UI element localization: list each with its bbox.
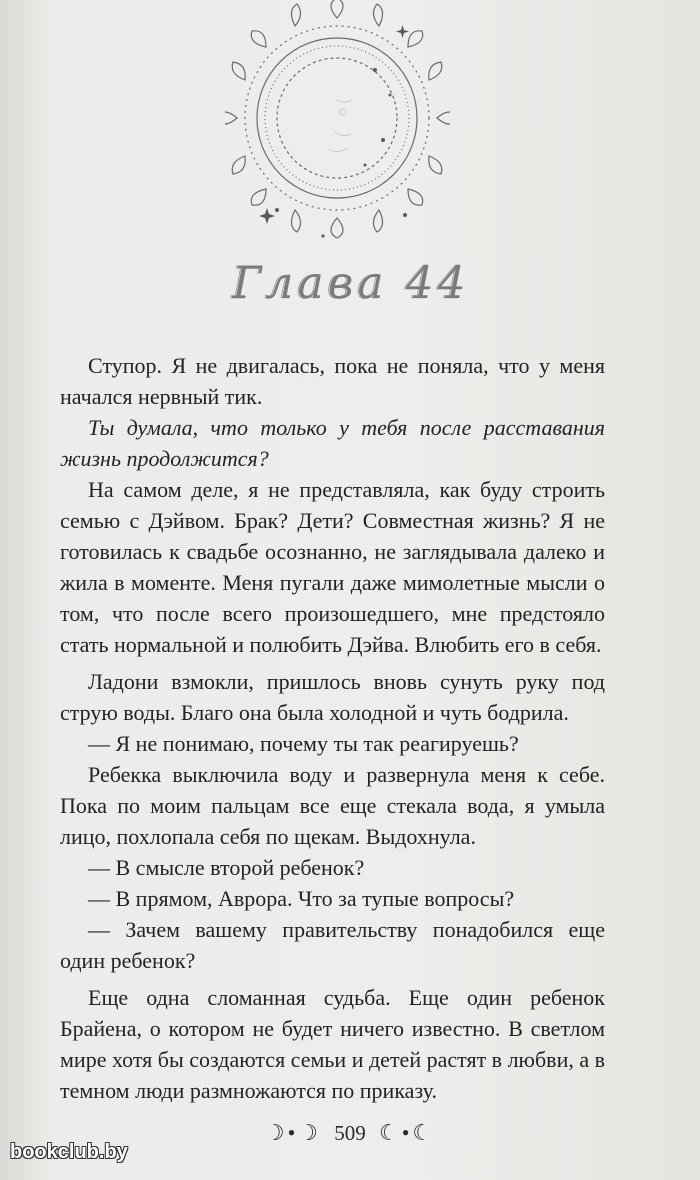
watermark: bookclub.by bbox=[10, 1141, 128, 1163]
paragraph: Еще одна сломанная судьба. Еще один ребенок Брайена, о котором не будет ничего известно. В светлом мире хотя бы создаются семьи и детей растят в любви, а в темном люди размножаются по приказу. bbox=[60, 985, 605, 1103]
dialogue-line: — В прямом, Аврора. Что за тупые вопросы? bbox=[88, 886, 515, 911]
crescent-moon-mandala-icon bbox=[225, 0, 450, 250]
left-moon-ornament-icon: ☽•☽ bbox=[264, 1120, 321, 1145]
paragraph: На самом деле, я не представляла, как буду строить семью с Дэйвом. Брак? Дети? Совместная жизнь? Я не готовилась к свадьбе осознанно, не заглядывала далеко и жила в моменте. Меня пугали даже мимолетные мысли о том, что после всего произошедшего, мне предстояло стать нормальной и полюбить Дэйва. Влюбить его в себя. bbox=[60, 477, 605, 657]
chapter-title bbox=[0, 258, 700, 309]
paragraph: Ладони взмокли, пришлось вновь сунуть руку под струю воды. Благо она была холодной и чуть бодрила. bbox=[60, 669, 605, 725]
dialogue-line: — Я не понимаю, почему ты так реагируешь? bbox=[88, 731, 519, 756]
chapter-body bbox=[60, 350, 605, 1106]
dialogue-line: — В смысле второй ребенок? bbox=[88, 855, 365, 880]
paragraph: Ребекка выключила воду и развернула меня к себе. Пока по моим пальцам все еще стекала вода, я умыла лицо, похлопала себя по щекам. Выдохнула. bbox=[60, 762, 605, 849]
page-number: 509 bbox=[334, 1121, 366, 1145]
paragraph-italic: Ты думала, что только у тебя после расставания жизнь продолжится? bbox=[60, 415, 605, 471]
dialogue-line: — Зачем вашему правительству понадобился еще один ребенок? bbox=[60, 917, 605, 973]
paragraph: Ступор. Я не двигалась, пока не поняла, что у меня начался нервный тик. bbox=[60, 353, 605, 409]
right-moon-ornament-icon: ☾•☾ bbox=[379, 1120, 436, 1145]
chapter-title-text: Глава 44 bbox=[231, 258, 469, 309]
